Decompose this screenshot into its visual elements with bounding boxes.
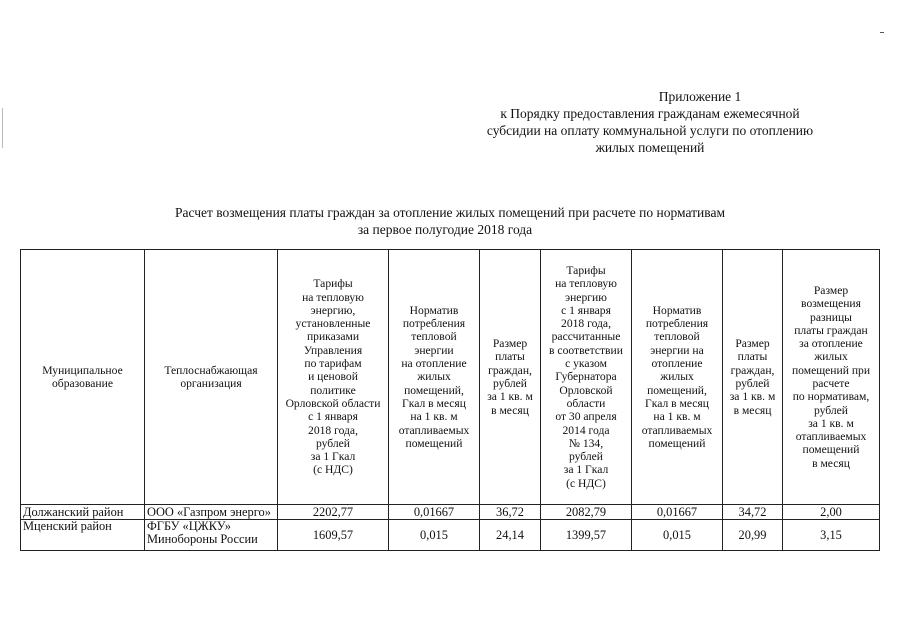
col-header-payment-1: Размер платы граждан, рублей за 1 кв. м в месяц (480, 250, 541, 505)
cell-payment-2: 34,72 (723, 505, 783, 520)
cell-payment-1: 24,14 (480, 520, 541, 551)
document-title-line-2: за первое полугодие 2018 года (357, 222, 533, 237)
col-header-heat-supplier: Теплоснабжающая организация (145, 250, 278, 505)
cell-compensation: 2,00 (783, 505, 880, 520)
cell-heat-supplier: ФГБУ «ЦЖКУ» Минобороны России (145, 520, 278, 551)
appendix-line-2: субсидии на оплату коммунальной услуги по отоплению (486, 123, 814, 138)
table-header-row (21, 250, 880, 505)
col-header-tariff-decree: Тарифы на тепловую энергию с 1 января 2018 года, рассчитанные в соответствии с указом Губернатора Орловской области от 30 апреля 2014 года № 134, рублей за 1 Гкал (с НДС) (541, 250, 632, 505)
appendix-title: Приложение 1 (658, 89, 742, 104)
table-row (21, 520, 880, 551)
cell-tariff-decree: 1399,57 (541, 520, 632, 551)
compensation-table (20, 249, 880, 551)
cell-tariff-regional: 1609,57 (278, 520, 389, 551)
table-row (21, 505, 880, 520)
appendix-line-1: к Порядку предоставления гражданам ежемесячной (500, 106, 800, 121)
cell-norm-2: 0,015 (632, 520, 723, 551)
scan-margin-mark (2, 108, 3, 148)
scan-corner-mark (880, 32, 884, 33)
col-header-tariff-regional: Тарифы на тепловую энергию, установленные приказами Управления по тарифам и ценовой политике Орловской области с 1 января 2018 года, рублей за 1 Гкал (с НДС) (278, 250, 389, 505)
cell-norm-2: 0,01667 (632, 505, 723, 520)
document-title-line-1: Расчет возмещения платы граждан за отопление жилых помещений при расчете по нормативам (174, 205, 725, 220)
document-title (20, 204, 900, 238)
cell-tariff-regional: 2202,77 (278, 505, 389, 520)
col-header-payment-2: Размер платы граждан, рублей за 1 кв. м в месяц (723, 250, 783, 505)
col-header-compensation: Размер возмещения разницы платы граждан за отопление жилых помещений при расчете по нормативам, рублей за 1 кв. м отапливаемых помещений в месяц (783, 250, 880, 505)
cell-payment-2: 20,99 (723, 520, 783, 551)
cell-compensation: 3,15 (783, 520, 880, 551)
cell-heat-supplier: ООО «Газпром энерго» (145, 505, 278, 520)
cell-municipality: Мценский район (21, 520, 145, 551)
cell-norm-1: 0,015 (389, 520, 480, 551)
appendix-line-3: жилых помещений (595, 140, 705, 155)
cell-payment-1: 36,72 (480, 505, 541, 520)
appendix-header (400, 88, 900, 156)
cell-tariff-decree: 2082,79 (541, 505, 632, 520)
cell-norm-1: 0,01667 (389, 505, 480, 520)
cell-municipality: Должанский район (21, 505, 145, 520)
col-header-norm-1: Норматив потребления тепловой энергии на отопление жилых помещений, Гкал в месяц на 1 кв. м отапливаемых помещений (389, 250, 480, 505)
col-header-municipality: Муниципальное образование (21, 250, 145, 505)
col-header-norm-2: Норматив потребления тепловой энергии на отопление жилых помещений, Гкал в месяц на 1 кв. м отапливаемых помещений (632, 250, 723, 505)
